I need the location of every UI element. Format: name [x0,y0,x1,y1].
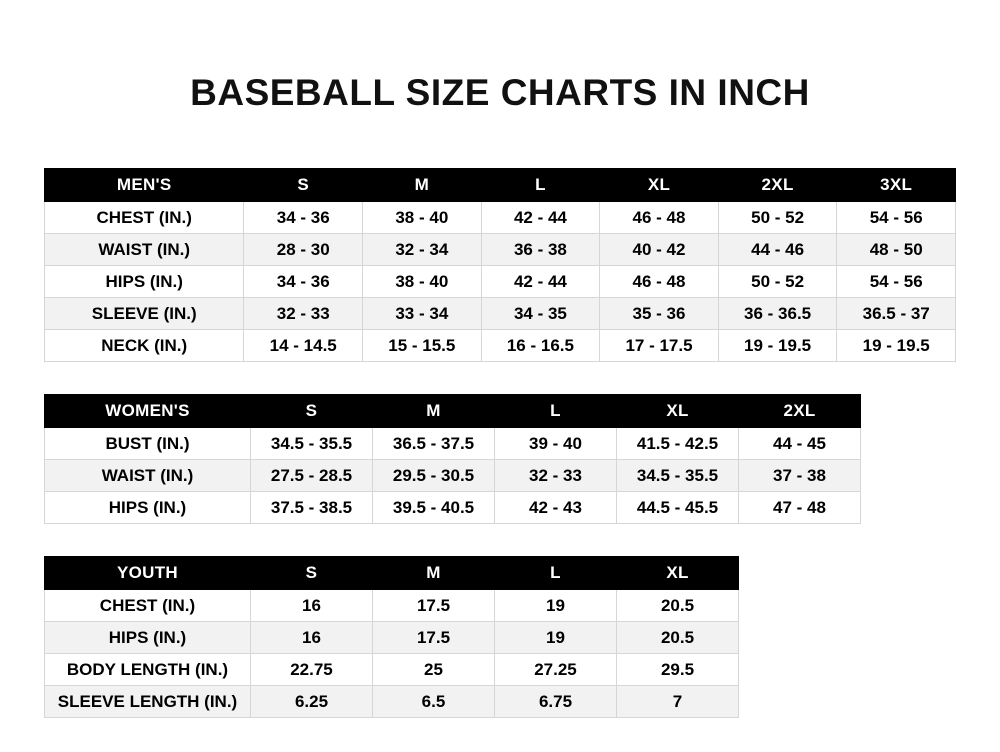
table-header-row [45,395,861,428]
table-row [45,202,956,234]
row-label: BODY LENGTH (IN.) [45,654,251,686]
column-header-xl: XL [617,557,739,590]
table-row [45,298,956,330]
column-header-s: S [251,395,373,428]
table-cell: 36 - 36.5 [718,298,837,330]
table-cell: 36.5 - 37 [837,298,956,330]
table-row [45,266,956,298]
table-cell: 20.5 [617,622,739,654]
table-cell: 19 [495,622,617,654]
table-row [45,686,739,718]
column-header-l: L [495,395,617,428]
table-cell: 17 - 17.5 [600,330,719,362]
table-cell: 40 - 42 [600,234,719,266]
table-cell: 34 - 36 [244,266,363,298]
column-header-m: M [373,395,495,428]
column-header-category: WOMEN'S [45,395,251,428]
row-label: HIPS (IN.) [45,622,251,654]
table-cell: 44 - 46 [718,234,837,266]
table-cell: 50 - 52 [718,202,837,234]
table-cell: 41.5 - 42.5 [617,428,739,460]
table-cell: 27.5 - 28.5 [251,460,373,492]
table-cell: 19 - 19.5 [837,330,956,362]
table-cell: 34.5 - 35.5 [617,460,739,492]
table-cell: 48 - 50 [837,234,956,266]
row-label: SLEEVE (IN.) [45,298,244,330]
table-cell: 7 [617,686,739,718]
table-cell: 42 - 44 [481,266,600,298]
table-cell: 54 - 56 [837,266,956,298]
table-cell: 37 - 38 [739,460,861,492]
table-row [45,622,739,654]
column-header-l: L [495,557,617,590]
column-header-2xl: 2XL [718,169,837,202]
table-row [45,492,861,524]
table-cell: 17.5 [373,590,495,622]
table-cell: 36 - 38 [481,234,600,266]
column-header-2xl: 2XL [739,395,861,428]
table-row [45,590,739,622]
table-cell: 25 [373,654,495,686]
table-cell: 33 - 34 [363,298,482,330]
table-cell: 42 - 44 [481,202,600,234]
table-cell: 6.75 [495,686,617,718]
table-cell: 19 [495,590,617,622]
mens-size-table [44,168,956,362]
table-cell: 29.5 [617,654,739,686]
page-title: BASEBALL SIZE CHARTS IN INCH [190,72,810,113]
row-label: CHEST (IN.) [45,590,251,622]
youth-size-table [44,556,739,718]
table-cell: 42 - 43 [495,492,617,524]
column-header-m: M [363,169,482,202]
table-cell: 6.5 [373,686,495,718]
table-row [45,234,956,266]
table-cell: 36.5 - 37.5 [373,428,495,460]
table-cell: 34 - 35 [481,298,600,330]
table-row [45,460,861,492]
table-cell: 15 - 15.5 [363,330,482,362]
row-label: WAIST (IN.) [45,460,251,492]
table-cell: 14 - 14.5 [244,330,363,362]
table-cell: 39 - 40 [495,428,617,460]
table-row [45,330,956,362]
table-row [45,428,861,460]
table-cell: 38 - 40 [363,202,482,234]
table-cell: 44 - 45 [739,428,861,460]
table-cell: 6.25 [251,686,373,718]
table-cell: 16 [251,590,373,622]
row-label: HIPS (IN.) [45,492,251,524]
column-header-category: MEN'S [45,169,244,202]
table-row [45,654,739,686]
table-cell: 20.5 [617,590,739,622]
column-header-category: YOUTH [45,557,251,590]
column-header-s: S [251,557,373,590]
table-cell: 47 - 48 [739,492,861,524]
table-cell: 32 - 34 [363,234,482,266]
table-cell: 28 - 30 [244,234,363,266]
row-label: SLEEVE LENGTH (IN.) [45,686,251,718]
table-cell: 29.5 - 30.5 [373,460,495,492]
table-header-row [45,169,956,202]
row-label: CHEST (IN.) [45,202,244,234]
table-cell: 22.75 [251,654,373,686]
table-cell: 17.5 [373,622,495,654]
table-cell: 27.25 [495,654,617,686]
table-cell: 38 - 40 [363,266,482,298]
row-label: NECK (IN.) [45,330,244,362]
table-cell: 35 - 36 [600,298,719,330]
table-cell: 37.5 - 38.5 [251,492,373,524]
column-header-l: L [481,169,600,202]
column-header-xl: XL [600,169,719,202]
column-header-s: S [244,169,363,202]
table-cell: 44.5 - 45.5 [617,492,739,524]
table-cell: 32 - 33 [495,460,617,492]
size-charts-container [0,168,1000,718]
row-label: HIPS (IN.) [45,266,244,298]
womens-size-table [44,394,861,524]
table-cell: 39.5 - 40.5 [373,492,495,524]
row-label: BUST (IN.) [45,428,251,460]
table-cell: 16 - 16.5 [481,330,600,362]
table-cell: 19 - 19.5 [718,330,837,362]
table-cell: 16 [251,622,373,654]
column-header-m: M [373,557,495,590]
table-cell: 46 - 48 [600,266,719,298]
row-label: WAIST (IN.) [45,234,244,266]
table-header-row [45,557,739,590]
table-cell: 34.5 - 35.5 [251,428,373,460]
column-header-xl: XL [617,395,739,428]
column-header-3xl: 3XL [837,169,956,202]
table-cell: 34 - 36 [244,202,363,234]
table-cell: 32 - 33 [244,298,363,330]
table-cell: 54 - 56 [837,202,956,234]
table-cell: 46 - 48 [600,202,719,234]
table-cell: 50 - 52 [718,266,837,298]
